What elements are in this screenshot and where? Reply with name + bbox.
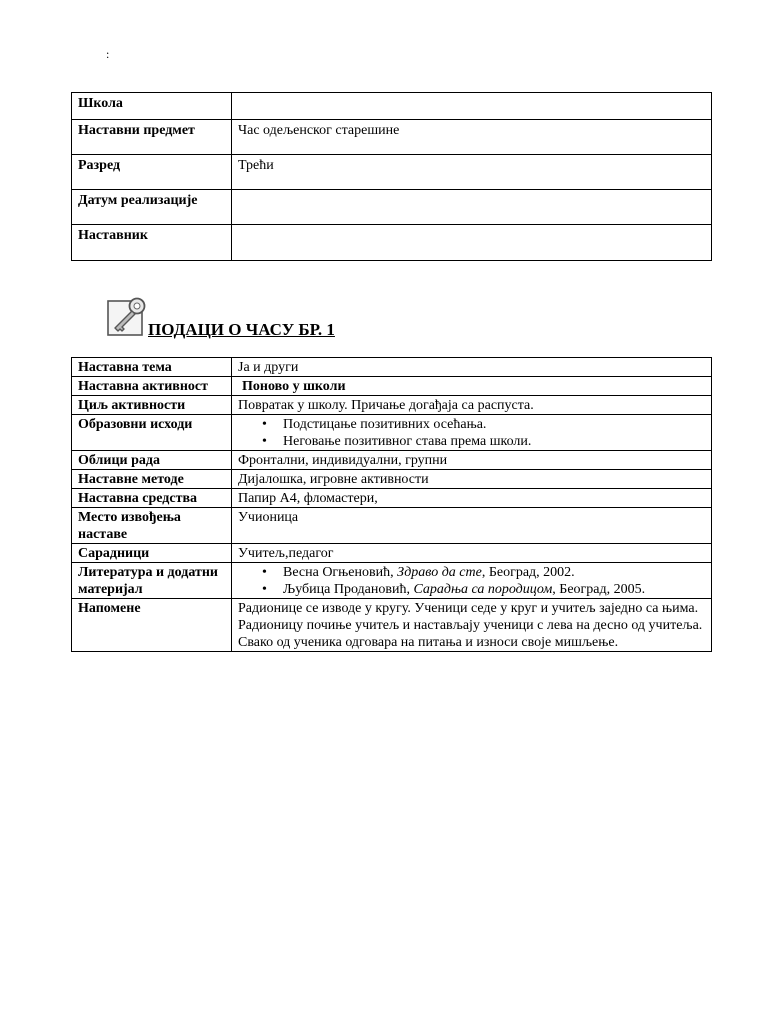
label-materials: Наставна средства bbox=[72, 489, 232, 508]
value-literature bbox=[232, 563, 712, 599]
value-date bbox=[232, 190, 712, 225]
lit-title: Здраво да сте bbox=[397, 565, 482, 580]
label-date: Датум реализације bbox=[72, 190, 232, 225]
table-row bbox=[72, 120, 712, 155]
label-subject: Наставни предмет bbox=[72, 120, 232, 155]
key-icon bbox=[106, 296, 148, 338]
table-row bbox=[72, 358, 712, 377]
label-grade: Разред bbox=[72, 155, 232, 190]
table-row bbox=[72, 415, 712, 451]
value-subject: Час одељенског старешине bbox=[232, 120, 712, 155]
label-location: Место извођења наставе bbox=[72, 508, 232, 544]
label-methods: Наставне методе bbox=[72, 470, 232, 489]
lesson-heading: ПОДАЦИ О ЧАСУ БР. 1 bbox=[148, 320, 335, 339]
school-info-table bbox=[71, 92, 712, 261]
lit-rest: , Београд, 2002. bbox=[481, 565, 575, 580]
value-school bbox=[232, 93, 712, 120]
value-topic: Ја и други bbox=[232, 358, 712, 377]
value-goal: Повратак у школу. Причање догађаја са распуста. bbox=[232, 396, 712, 415]
table-row bbox=[72, 544, 712, 563]
table-row bbox=[72, 563, 712, 599]
value-teacher bbox=[232, 225, 712, 261]
table-row bbox=[72, 396, 712, 415]
list-item: • Неговање позитивног става према школи. bbox=[262, 433, 705, 450]
list-item bbox=[262, 581, 705, 598]
lesson-data-table bbox=[71, 357, 712, 652]
table-row bbox=[72, 489, 712, 508]
table-row bbox=[72, 470, 712, 489]
list-item: • Подстицање позитивних осећања. bbox=[262, 416, 705, 433]
lit-author: Љубица Продановић, bbox=[283, 582, 414, 597]
table-row bbox=[72, 225, 712, 261]
table-row bbox=[72, 93, 712, 120]
label-goal: Циљ активности bbox=[72, 396, 232, 415]
table-row bbox=[72, 599, 712, 652]
table-row bbox=[72, 155, 712, 190]
lit-rest: , Београд, 2005. bbox=[552, 582, 646, 597]
label-work-forms: Облици рада bbox=[72, 451, 232, 470]
value-methods: Дијалошка, игровне активности bbox=[232, 470, 712, 489]
list-item bbox=[262, 564, 705, 581]
table-row bbox=[72, 451, 712, 470]
label-outcomes: Образовни исходи bbox=[72, 415, 232, 451]
value-notes: Радионице се изводе у кругу. Ученици седе у круг и учитељ заједно са њима. Радионицу почиње учитељ и настављају ученици с лева на десно од учитеља. Свако од ученика одговара на питања и износи своје мишљење. bbox=[232, 599, 712, 652]
value-activity: Поново у школи bbox=[232, 377, 712, 396]
label-associates: Сарадници bbox=[72, 544, 232, 563]
lit-title: Сарадња са породицом bbox=[413, 582, 553, 597]
lit-author: Весна Огњеновић, bbox=[283, 565, 398, 580]
value-grade: Трећи bbox=[232, 155, 712, 190]
top-mark: : bbox=[106, 47, 110, 61]
table-row bbox=[72, 508, 712, 544]
label-topic: Наставна тема bbox=[72, 358, 232, 377]
table-row bbox=[72, 190, 712, 225]
value-work-forms: Фронтални, индивидуални, групни bbox=[232, 451, 712, 470]
label-notes: Напомене bbox=[72, 599, 232, 652]
value-outcomes bbox=[232, 415, 712, 451]
value-location: Учионица bbox=[232, 508, 712, 544]
literature-list bbox=[238, 564, 705, 598]
value-materials: Папир А4, фломастери, bbox=[232, 489, 712, 508]
outcomes-list bbox=[238, 416, 705, 450]
value-associates: Учитељ,педагог bbox=[232, 544, 712, 563]
label-teacher: Наставник bbox=[72, 225, 232, 261]
table-row bbox=[72, 377, 712, 396]
label-school: Школа bbox=[72, 93, 232, 120]
label-activity: Наставна активност bbox=[72, 377, 232, 396]
label-literature: Литература и додатни материјал bbox=[72, 563, 232, 599]
